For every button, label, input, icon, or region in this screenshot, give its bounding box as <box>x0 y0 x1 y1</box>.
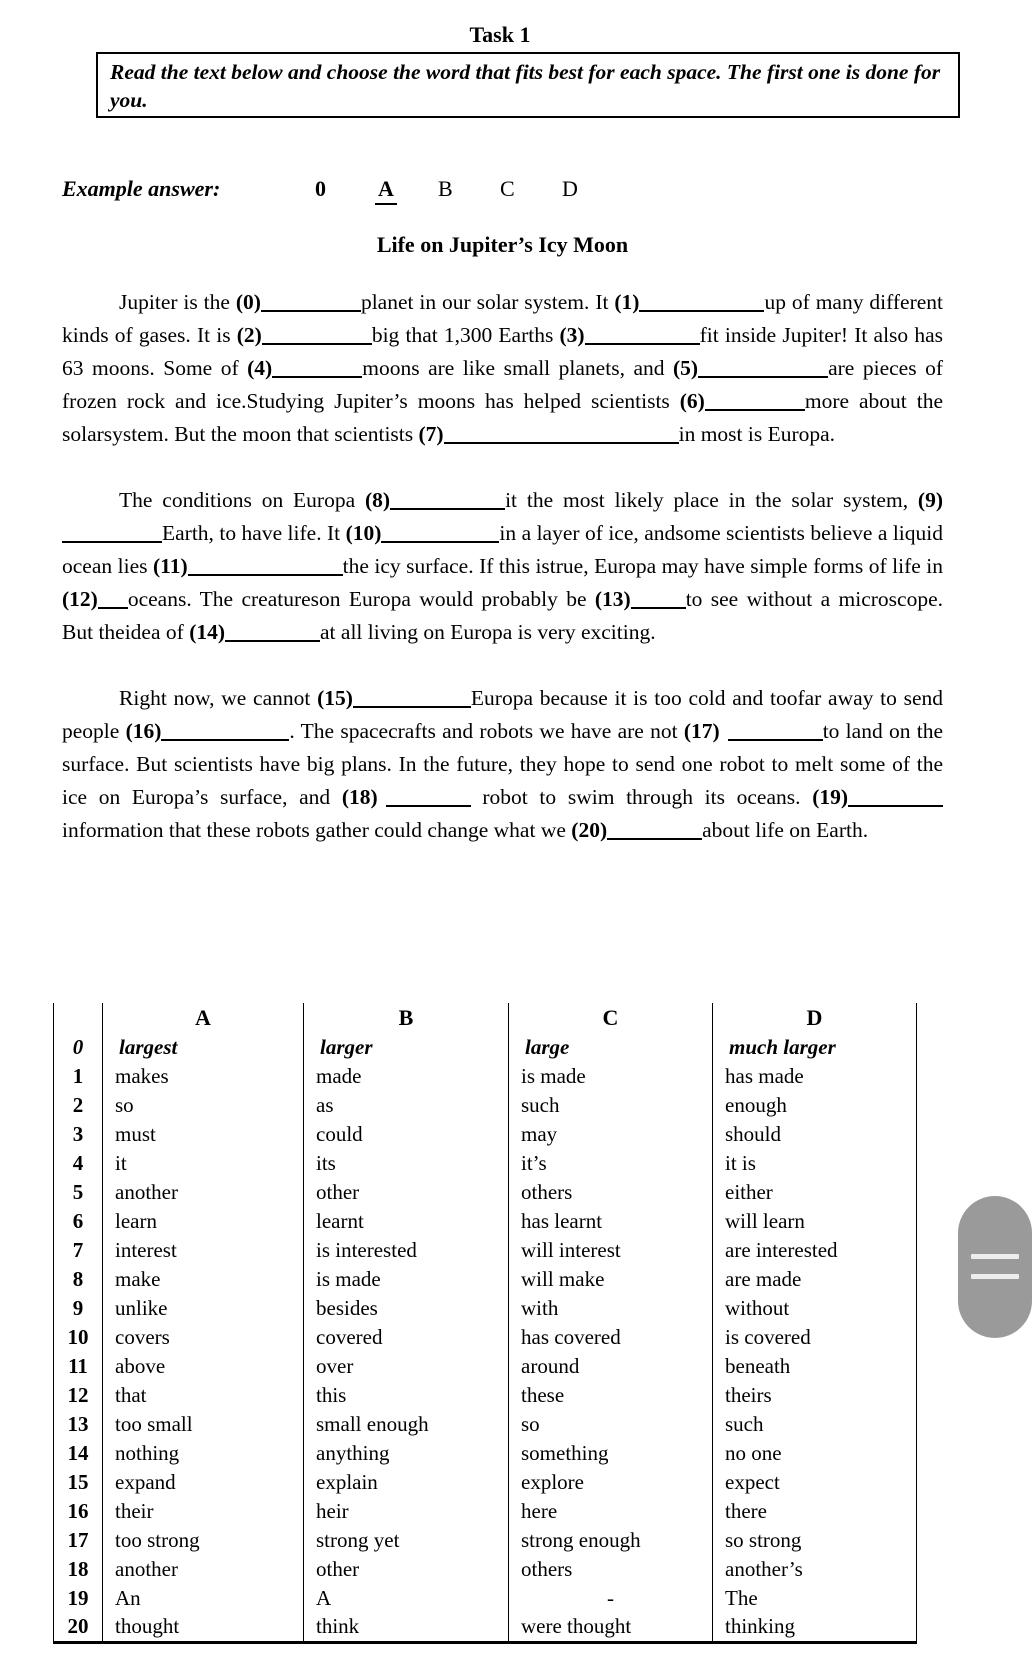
option-cell-1-B: made <box>304 1062 509 1091</box>
option-cell-14-D: no one <box>713 1439 917 1468</box>
row-number: 13 <box>54 1410 103 1439</box>
options-row-15 <box>54 1468 917 1497</box>
passage <box>62 286 943 880</box>
blank-number-8: (8) <box>364 488 391 512</box>
row-number: 8 <box>54 1265 103 1294</box>
option-cell-10-C: has covered <box>509 1323 713 1352</box>
option-cell-4-B: its <box>304 1149 509 1178</box>
option-cell-5-A: another <box>103 1178 304 1207</box>
scroll-handle[interactable] <box>958 1196 1032 1338</box>
options-header-A: A <box>103 1003 304 1033</box>
options-row-1 <box>54 1062 917 1091</box>
options-row-3 <box>54 1120 917 1149</box>
option-cell-9-B: besides <box>304 1294 509 1323</box>
options-row-9 <box>54 1294 917 1323</box>
row-number: 15 <box>54 1468 103 1497</box>
blank-number-5: (5) <box>673 356 699 380</box>
option-cell-16-C: here <box>509 1497 713 1526</box>
option-cell-1-D: has made <box>713 1062 917 1091</box>
option-cell-9-A: unlike <box>103 1294 304 1323</box>
blank-number-17: (17) <box>683 719 720 743</box>
blank-number-0: (0) <box>235 290 261 314</box>
blank-number-16: (16) <box>125 719 162 743</box>
answer-blank-18 <box>386 793 471 807</box>
answer-blank-19 <box>848 793 943 807</box>
option-cell-3-D: should <box>713 1120 917 1149</box>
option-cell-17-C: strong enough <box>509 1526 713 1555</box>
option-cell-17-D: so strong <box>713 1526 917 1555</box>
options-row-7 <box>54 1236 917 1265</box>
answer-blank-9 <box>62 529 162 543</box>
options-row-5 <box>54 1178 917 1207</box>
option-cell-10-B: covered <box>304 1323 509 1352</box>
blank-number-18: (18) <box>341 785 378 809</box>
option-cell-6-C: has learnt <box>509 1207 713 1236</box>
option-cell-12-C: these <box>509 1381 713 1410</box>
option-cell-2-A: so <box>103 1091 304 1120</box>
option-cell-6-D: will learn <box>713 1207 917 1236</box>
answer-blank-14 <box>225 628 320 642</box>
answer-blank-6 <box>705 397 805 411</box>
handle-line-icon <box>971 1254 1019 1259</box>
option-cell-6-A: learn <box>103 1207 304 1236</box>
example-choice-D: D <box>562 176 578 201</box>
answer-blank-3 <box>585 331 700 345</box>
option-cell-9-D: without <box>713 1294 917 1323</box>
option-cell-13-A: too small <box>103 1410 304 1439</box>
row-number: 10 <box>54 1323 103 1352</box>
blank-number-13: (13) <box>594 587 631 611</box>
row-number: 19 <box>54 1584 103 1613</box>
option-cell-11-A: above <box>103 1352 304 1381</box>
row-number: 17 <box>54 1526 103 1555</box>
blank-number-20: (20) <box>571 818 608 842</box>
option-cell-11-B: over <box>304 1352 509 1381</box>
options-row-0 <box>54 1033 917 1062</box>
blank-number-6: (6) <box>679 389 705 413</box>
options-row-16 <box>54 1497 917 1526</box>
option-cell-18-D: another’s <box>713 1555 917 1584</box>
option-cell-11-D: beneath <box>713 1352 917 1381</box>
blank-number-2: (2) <box>236 323 262 347</box>
row-number: 20 <box>54 1613 103 1642</box>
option-cell-14-B: anything <box>304 1439 509 1468</box>
instruction-box <box>96 52 960 118</box>
option-cell-10-D: is covered <box>713 1323 917 1352</box>
option-cell-0-B: larger <box>304 1033 509 1062</box>
options-header-B: B <box>304 1003 509 1033</box>
answer-blank-13 <box>631 595 686 609</box>
option-cell-2-B: as <box>304 1091 509 1120</box>
answer-blank-11 <box>188 562 343 576</box>
answer-blank-12 <box>98 595 128 609</box>
answer-blank-17 <box>728 727 823 741</box>
option-cell-18-B: other <box>304 1555 509 1584</box>
option-cell-6-B: learnt <box>304 1207 509 1236</box>
option-cell-8-C: will make <box>509 1265 713 1294</box>
options-table <box>53 1003 917 1644</box>
option-cell-17-A: too strong <box>103 1526 304 1555</box>
blank-number-3: (3) <box>559 323 585 347</box>
row-number: 12 <box>54 1381 103 1410</box>
row-number: 16 <box>54 1497 103 1526</box>
option-cell-15-C: explore <box>509 1468 713 1497</box>
blank-number-11: (11) <box>152 554 188 578</box>
option-cell-20-C: were thought <box>509 1613 713 1642</box>
example-answer-label: Example answer: <box>62 176 221 201</box>
handle-line-icon <box>971 1274 1019 1279</box>
option-cell-5-C: others <box>509 1178 713 1207</box>
option-cell-3-A: must <box>103 1120 304 1149</box>
option-cell-13-B: small enough <box>304 1410 509 1439</box>
option-cell-18-A: another <box>103 1555 304 1584</box>
answer-blank-2 <box>262 331 372 345</box>
example-answer-row <box>62 176 702 210</box>
blank-number-4: (4) <box>247 356 273 380</box>
options-header-C: C <box>509 1003 713 1033</box>
example-choice-C: C <box>500 176 515 201</box>
options-row-2 <box>54 1091 917 1120</box>
option-cell-16-D: there <box>713 1497 917 1526</box>
option-cell-7-A: interest <box>103 1236 304 1265</box>
passage-title: Life on Jupiter’s Icy Moon <box>376 232 629 257</box>
example-question-number: 0 <box>315 176 326 201</box>
answer-blank-7 <box>444 430 679 444</box>
option-cell-5-D: either <box>713 1178 917 1207</box>
option-cell-15-B: explain <box>304 1468 509 1497</box>
row-number: 14 <box>54 1439 103 1468</box>
answer-blank-10 <box>381 529 499 543</box>
option-cell-4-D: it is <box>713 1149 917 1178</box>
option-cell-18-C: others <box>509 1555 713 1584</box>
blank-number-10: (10) <box>345 521 382 545</box>
option-cell-16-B: heir <box>304 1497 509 1526</box>
blank-number-19: (19) <box>812 785 849 809</box>
options-row-6 <box>54 1207 917 1236</box>
answer-blank-8 <box>390 496 505 510</box>
option-cell-19-C: - <box>509 1584 713 1613</box>
row-number: 5 <box>54 1178 103 1207</box>
answer-blank-15 <box>353 694 471 708</box>
row-number: 18 <box>54 1555 103 1584</box>
blank-number-15: (15) <box>317 686 353 710</box>
option-cell-13-D: such <box>713 1410 917 1439</box>
options-row-19 <box>54 1584 917 1613</box>
options-row-10 <box>54 1323 917 1352</box>
option-cell-15-A: expand <box>103 1468 304 1497</box>
passage-paragraph-2: The conditions on Europa (8) it the most likely place in the solar system, (9)Earth, to have life. It (10) in a layer of ice, andsome scientists believe a liquid ocean lies (11) the icy surface. If this istrue, Europa may have simple forms of life in (12) oceans. The creatureson Europa would probably be (13) to see without a microscope. But theidea of (14) at all living on Europa is very exciting. <box>62 488 943 644</box>
option-cell-2-D: enough <box>713 1091 917 1120</box>
answer-blank-4 <box>272 364 362 378</box>
option-cell-16-A: their <box>103 1497 304 1526</box>
answer-blank-1 <box>639 298 764 312</box>
row-number: 6 <box>54 1207 103 1236</box>
option-cell-10-A: covers <box>103 1323 304 1352</box>
blank-number-12: (12) <box>62 587 98 611</box>
options-header-corner <box>54 1003 103 1033</box>
answer-blank-20 <box>607 826 702 840</box>
passage-paragraph-1: Jupiter is the (0) planet in our solar system. It (1) up of many different kinds of gases. It is (2) big that 1,300 Earths (3) fit inside Jupiter! It also has 63 moons. Some of (4) moons are like small planets, and (5) are pieces of frozen rock and ice.Studying Jupiter’s moons has helped scientists (6) more about the solarsystem. But the moon that scientists (7) in most is Europa. <box>62 290 943 446</box>
option-cell-13-C: so <box>509 1410 713 1439</box>
option-cell-7-C: will interest <box>509 1236 713 1265</box>
row-number: 0 <box>54 1033 103 1062</box>
options-header-row <box>54 1003 917 1033</box>
passage-paragraph-3: Right now, we cannot (15) Europa because it is too cold and toofar away to send people (16) . The spacecrafts and robots we have are not (17) to land on the surface. But scientists have big plans. In the future, they hope to send one robot to melt some of the ice on Europa’s surface, and (18) robot to swim through its oceans. (19)information that these robots gather could change what we (20) about life on Earth. <box>62 686 943 842</box>
instruction-text: Read the text below and choose the word that fits best for each space. The first one is done for you. <box>110 60 941 112</box>
option-cell-7-B: is interested <box>304 1236 509 1265</box>
answer-blank-16 <box>161 727 289 741</box>
option-cell-5-B: other <box>304 1178 509 1207</box>
options-row-8 <box>54 1265 917 1294</box>
options-row-18 <box>54 1555 917 1584</box>
option-cell-19-A: An <box>103 1584 304 1613</box>
answer-blank-5 <box>698 364 828 378</box>
option-cell-12-D: theirs <box>713 1381 917 1410</box>
option-cell-0-A: largest <box>103 1033 304 1062</box>
option-cell-11-C: around <box>509 1352 713 1381</box>
option-cell-17-B: strong yet <box>304 1526 509 1555</box>
row-number: 3 <box>54 1120 103 1149</box>
option-cell-20-D: thinking <box>713 1613 917 1642</box>
option-cell-14-C: something <box>509 1439 713 1468</box>
options-row-4 <box>54 1149 917 1178</box>
option-cell-12-A: that <box>103 1381 304 1410</box>
options-row-20 <box>54 1613 917 1642</box>
row-number: 1 <box>54 1062 103 1091</box>
row-number: 9 <box>54 1294 103 1323</box>
option-cell-0-C: large <box>509 1033 713 1062</box>
option-cell-1-A: makes <box>103 1062 304 1091</box>
task-title: Task 1 <box>469 22 531 47</box>
option-cell-19-D: The <box>713 1584 917 1613</box>
row-number: 4 <box>54 1149 103 1178</box>
options-row-17 <box>54 1526 917 1555</box>
blank-number-14: (14) <box>189 620 226 644</box>
option-cell-0-D: much larger <box>713 1033 917 1062</box>
options-row-11 <box>54 1352 917 1381</box>
options-row-14 <box>54 1439 917 1468</box>
answer-blank-0 <box>261 298 361 312</box>
option-cell-2-C: such <box>509 1091 713 1120</box>
option-cell-9-C: with <box>509 1294 713 1323</box>
option-cell-3-B: could <box>304 1120 509 1149</box>
row-number: 2 <box>54 1091 103 1120</box>
option-cell-15-D: expect <box>713 1468 917 1497</box>
example-choice-A: A <box>375 176 397 205</box>
option-cell-14-A: nothing <box>103 1439 304 1468</box>
option-cell-4-C: it’s <box>509 1149 713 1178</box>
blank-number-7: (7) <box>418 422 444 446</box>
option-cell-20-B: think <box>304 1613 509 1642</box>
option-cell-4-A: it <box>103 1149 304 1178</box>
option-cell-19-B: A <box>304 1584 509 1613</box>
row-number: 11 <box>54 1352 103 1381</box>
option-cell-8-A: make <box>103 1265 304 1294</box>
options-header-D: D <box>713 1003 917 1033</box>
option-cell-8-B: is made <box>304 1265 509 1294</box>
option-cell-12-B: this <box>304 1381 509 1410</box>
options-table-body <box>54 1033 917 1642</box>
option-cell-3-C: may <box>509 1120 713 1149</box>
blank-number-1: (1) <box>614 290 640 314</box>
row-number: 7 <box>54 1236 103 1265</box>
blank-number-9: (9) <box>917 488 943 512</box>
option-cell-1-C: is made <box>509 1062 713 1091</box>
option-cell-7-D: are interested <box>713 1236 917 1265</box>
options-row-12 <box>54 1381 917 1410</box>
options-row-13 <box>54 1410 917 1439</box>
option-cell-8-D: are made <box>713 1265 917 1294</box>
example-choice-B: B <box>438 176 453 201</box>
option-cell-20-A: thought <box>103 1613 304 1642</box>
